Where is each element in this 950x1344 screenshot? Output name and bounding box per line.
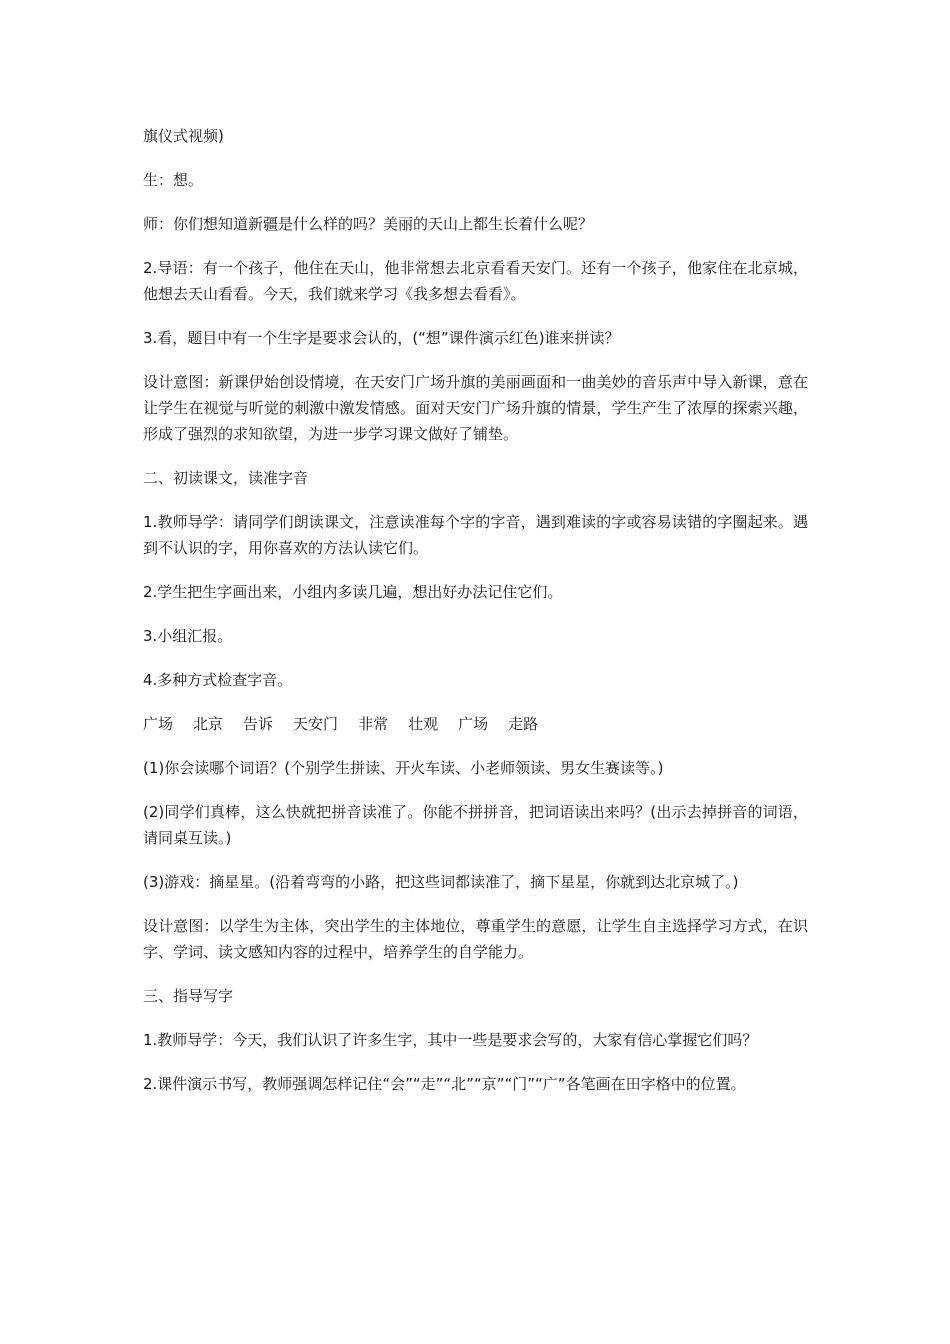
section-heading-writing: 三、指导写字	[143, 987, 234, 1005]
paragraph-sub-3: (3)游戏：摘星星。(沿着弯弯的小路，把这些词都读准了，摘下星星，你就到达北京城了。)	[143, 873, 739, 891]
paragraph-teacher-question: 师：你们想知道新疆是什么样的吗？美丽的天山上都生长着什么呢？	[143, 215, 594, 233]
word-item: 壮观	[408, 715, 439, 733]
paragraph-title-character: 3.看，题目中有一个生字是要求会认的，(“想”课件演示红色)谁来拼读？	[143, 329, 620, 347]
word-item: 天安门	[293, 715, 339, 733]
paragraph-step-2: 2.学生把生字画出来，小组内多读几遍，想出好办法记住它们。	[143, 583, 563, 601]
document-body	[143, 123, 808, 1115]
word-item: 走路	[508, 715, 539, 733]
paragraph-sub-2: (2)同学们真棒，这么快就把拼音读准了。你能不拼拼音，把词语读出来吗？(出示去掉拼音的词语，请同桌互读。)	[143, 803, 808, 847]
word-item: 广场	[143, 715, 174, 733]
paragraph-writing-step-1: 1.教师导学：今天，我们认识了许多生字，其中一些是要求会写的，大家有信心掌握它们吗？	[143, 1031, 758, 1049]
paragraph-design-intent-2: 设计意图：以学生为主体，突出学生的主体地位，尊重学生的意愿，让学生自主选择学习方式，在识字、学词、读文感知内容的过程中，培养学生的自学能力。	[143, 917, 808, 961]
paragraph-continuation: 旗仪式视频)	[143, 127, 224, 145]
paragraph-introduction: 2.导语：有一个孩子，他住在天山，他非常想去北京看看天安门。还有一个孩子，他家住在北京城，他想去天山看看。今天，我们就来学习《我多想去看看》。	[143, 259, 808, 303]
paragraph-sub-1: (1)你会读哪个词语？(个别学生拼读、开火车读、小老师领读、男女生赛读等。)	[143, 759, 664, 777]
paragraph-step-4: 4.多种方式检查字音。	[143, 671, 293, 689]
paragraph-writing-step-2: 2.课件演示书写，教师强调怎样记住“会”“走”“北”“京”“门”“广”各笔画在田字格中的位置。	[143, 1075, 746, 1093]
section-heading-reading: 二、初读课文，读准字音	[143, 469, 309, 487]
paragraph-student-reply: 生：想。	[143, 171, 204, 189]
paragraph-design-intent-1: 设计意图：新课伊始创设情境，在天安门广场升旗的美丽画面和一曲美妙的音乐声中导入新课，意在让学生在视觉与听觉的刺激中激发情感。面对天安门广场升旗的情景，学生产生了浓厚的探索兴趣，形成了强烈的求知欲望，为进一步学习课文做好了铺垫。	[143, 373, 808, 443]
word-item: 广场	[458, 715, 489, 733]
word-list	[143, 711, 808, 737]
word-item: 非常	[358, 715, 389, 733]
word-item: 告诉	[243, 715, 274, 733]
paragraph-step-3: 3.小组汇报。	[143, 627, 233, 645]
word-item: 北京	[193, 715, 224, 733]
paragraph-step-1: 1.教师导学：请同学们朗读课文，注意读准每个字的字音，遇到难读的字或容易读错的字圈起来。遇到不认识的字，用你喜欢的方法认读它们。	[143, 513, 808, 557]
